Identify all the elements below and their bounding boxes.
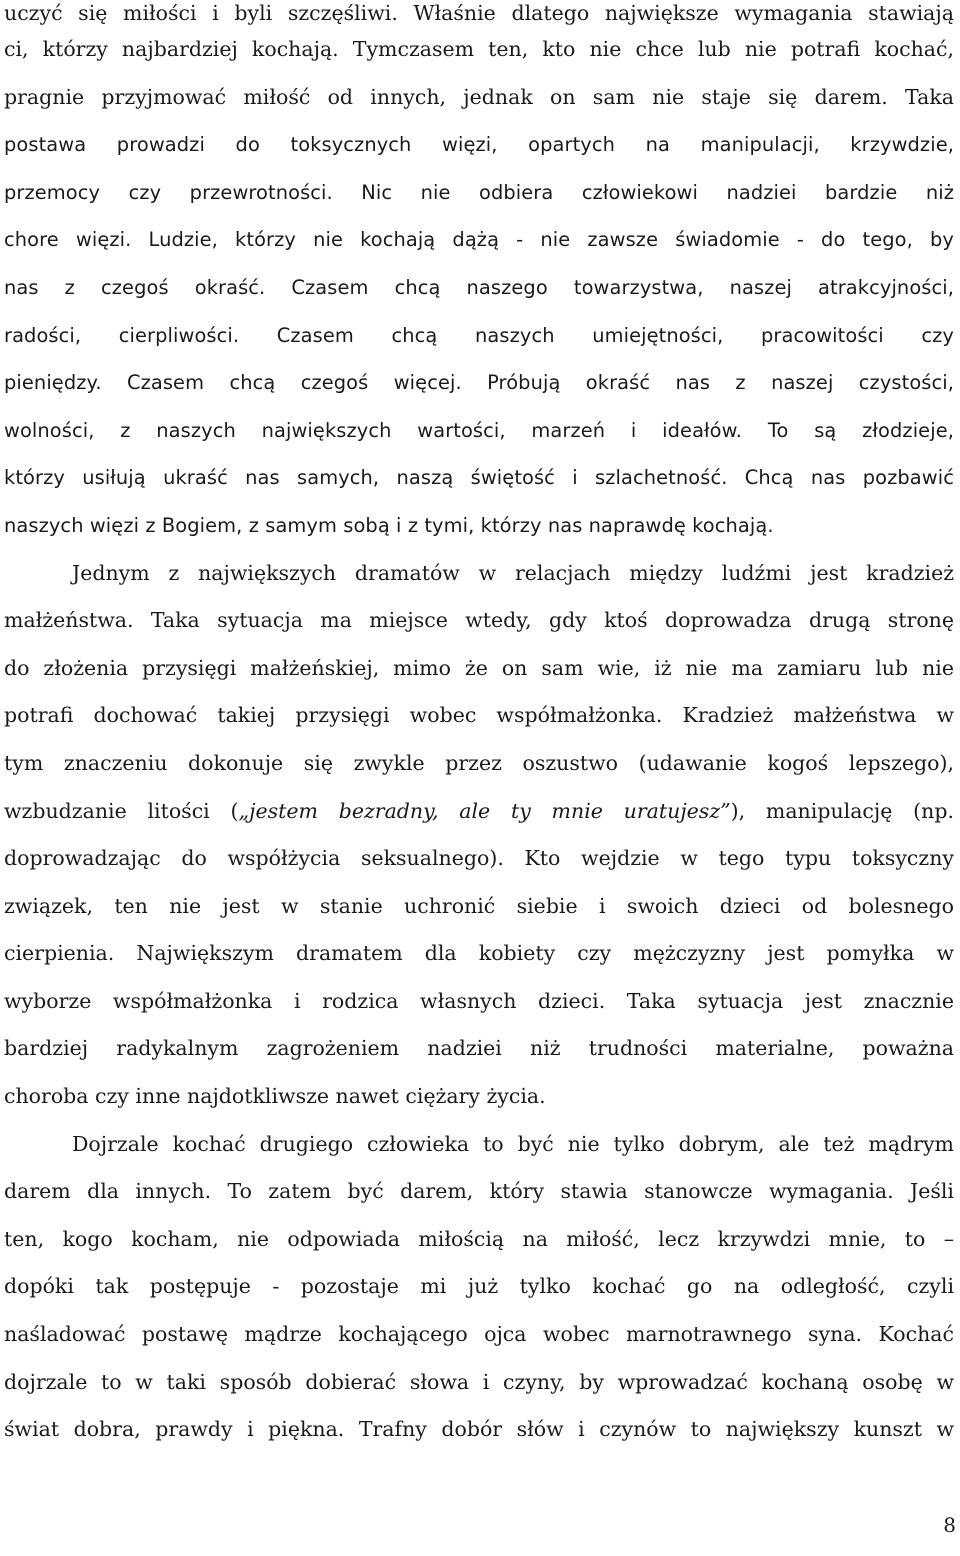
text-line: przemocy czy przewrotności. Nic nie odbiera człowiekowi nadziei bardzie niż — [4, 180, 954, 204]
text-line: naszych więzi z Bogiem, z samym sobą i z tymi, którzy nas naprawdę kochają. — [4, 513, 774, 537]
paragraph-2 — [4, 550, 954, 1121]
text-line: choroba czy inne najdotkliwsze nawet ciężary życia. — [4, 1084, 546, 1109]
text-line: świat dobra, prawdy i piękna. Trafny dobór słów i czynów to największy kunszt w — [4, 1417, 954, 1442]
text-line-with-quote — [4, 788, 954, 836]
text-line: którzy usiłują ukraść nas samych, naszą świętość i szlachetność. Chcą nas pozbawić — [4, 466, 954, 490]
text-line: Dojrzale kochać drugiego człowieka to być nie tylko dobrym, ale też mądrym — [72, 1131, 954, 1156]
text-line: potrafi dochować takiej przysięgi wobec współmałżonka. Kradzież małżeństwa w — [4, 703, 954, 728]
text-line: radości, cierpliwości. Czasem chcą naszych umiejętności, pracowitości czy — [4, 323, 954, 347]
text-line: darem dla innych. To zatem być darem, który stawia stanowcze wymagania. Jeśli — [4, 1179, 954, 1204]
text-line: chore więzi. Ludzie, którzy nie kochają dążą - nie zawsze świadomie - do tego, by — [4, 228, 954, 252]
text-line: wyborze współmałżonka i rodzica własnych dzieci. Taka sytuacja jest znacznie — [4, 988, 954, 1013]
text-line: postawa prowadzi do toksycznych więzi, opartych na manipulacji, krzywdzie, — [4, 133, 954, 157]
text-line: ci, którzy najbardziej kochają. Tymczasem ten, kto nie chce lub nie potrafi kochać, — [4, 37, 954, 61]
text-line: pragnie przyjmować miłość od innych, jednak on sam nie staje się darem. Taka — [4, 84, 954, 109]
text-line: cierpienia. Największym dramatem dla kobiety czy mężczyzny jest pomyłka w — [4, 941, 954, 966]
page-number: 8 — [943, 1513, 956, 1537]
text-line: związek, ten nie jest w stanie uchronić siebie i swoich dzieci od bolesnego — [4, 893, 954, 918]
text-line: doprowadzając do współżycia seksualnego). Kto wejdzie w tego typu toksyczny — [4, 846, 954, 871]
text-line: nas z czegoś okraść. Czasem chcą naszego towarzystwa, naszej atrakcyjności, — [4, 275, 954, 299]
text-line: Jednym z największych dramatów w relacjach między ludźmi jest kradzież — [72, 560, 954, 585]
document-page — [4, 0, 954, 1454]
paragraph-1 — [4, 0, 954, 550]
text-line: dopóki tak postępuje - pozostaje mi już tylko kochać go na odległość, czyli — [4, 1274, 954, 1299]
text-fragment: ), manipulację (np. — [730, 798, 954, 823]
text-line: dojrzale to w taki sposób dobierać słowa i czyny, by wprowadzać kochaną osobę w — [4, 1369, 954, 1394]
text-line: tym znaczeniu dokonuje się zwykle przez oszustwo (udawanie kogoś lepszego), — [4, 750, 954, 775]
text-line: ten, kogo kocham, nie odpowiada miłością na miłość, lecz krzywdzi mnie, to – — [4, 1226, 954, 1251]
text-line: pieniędzy. Czasem chcą czegoś więcej. Próbują okraść nas z naszej czystości, — [4, 371, 954, 395]
italic-quote: „jestem bezradny, ale ty mnie uratujesz” — [238, 798, 731, 823]
text-line: naśladować postawę mądrze kochającego ojca wobec marnotrawnego syna. Kochać — [4, 1322, 954, 1347]
text-line: bardziej radykalnym zagrożeniem nadziei niż trudności materialne, poważna — [4, 1036, 954, 1061]
text-fragment: wzbudzanie litości ( — [4, 798, 239, 823]
text-line: uczyć się miłości i byli szczęśliwi. Właśnie dlatego największe wymagania stawiają — [4, 1, 954, 25]
text-line: małżeństwa. Taka sytuacja ma miejsce wtedy, gdy ktoś doprowadza drugą stronę — [4, 608, 954, 633]
text-line: wolności, z naszych największych wartości, marzeń i ideałów. To są złodzieje, — [4, 418, 954, 442]
paragraph-3 — [4, 1121, 954, 1454]
text-line: do złożenia przysięgi małżeńskiej, mimo że on sam wie, iż nie ma zamiaru lub nie — [4, 655, 954, 680]
